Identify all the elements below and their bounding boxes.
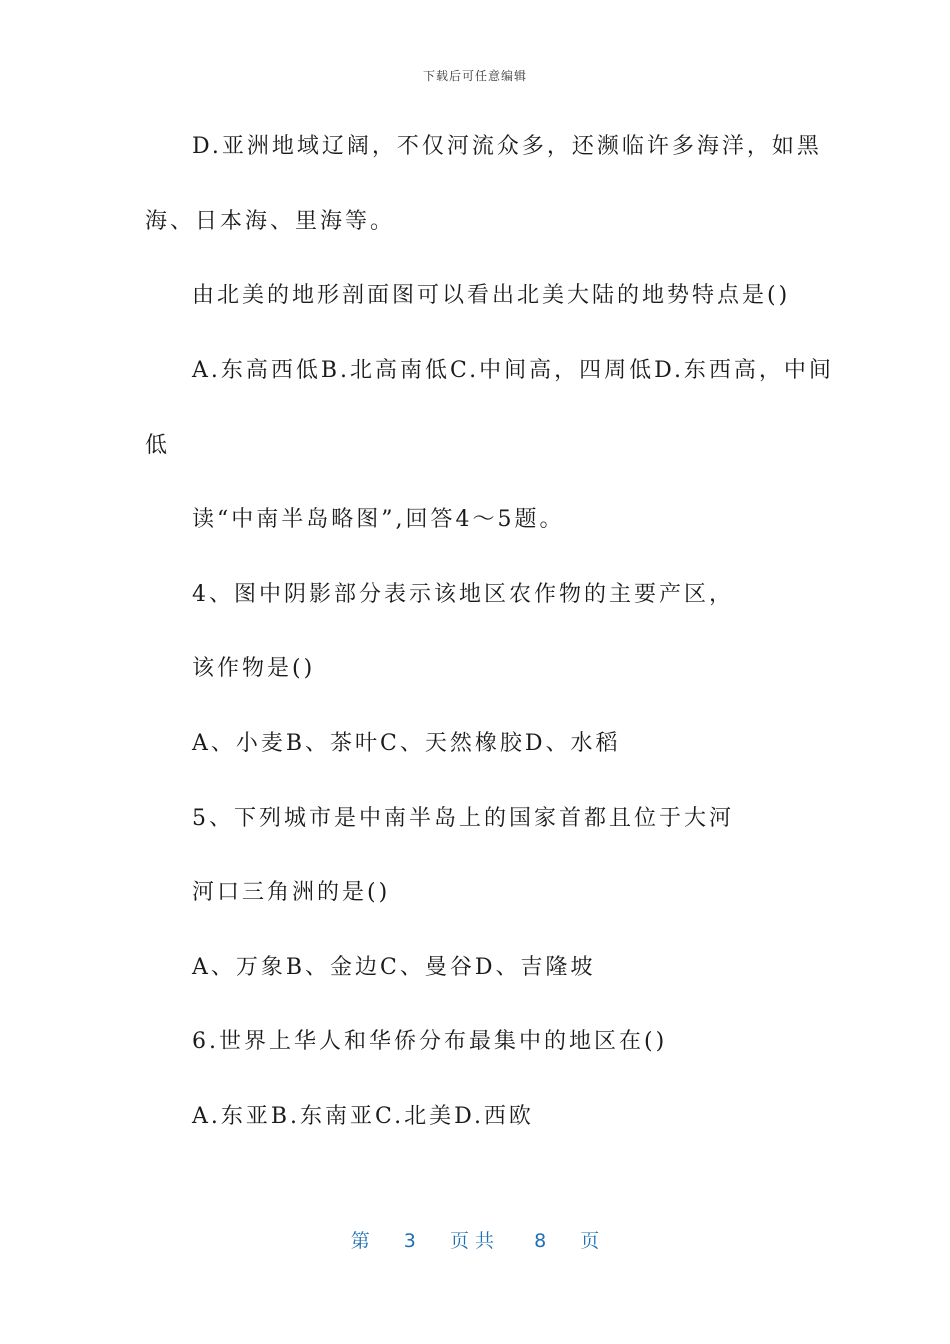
text-line: A、小麦B、茶叶C、天然橡胶D、水稻 bbox=[192, 731, 621, 756]
footer-prefix: 第 bbox=[350, 1230, 370, 1252]
text-line: 低 bbox=[145, 433, 171, 458]
footer-middle: 页共 bbox=[449, 1230, 500, 1252]
footer-suffix: 页 bbox=[580, 1230, 600, 1252]
footer-current-page: 3 bbox=[403, 1230, 416, 1252]
text-line: 5、下列城市是中南半岛上的国家首都且位于大河 bbox=[192, 806, 734, 831]
text-line: 6.世界上华人和华侨分布最集中的地区在() bbox=[192, 1029, 668, 1054]
text-line: D.亚洲地域辽阔，不仅河流众多，还濒临许多海洋，如黑 bbox=[192, 134, 822, 159]
header-note: 下载后可任意编辑 bbox=[422, 69, 527, 83]
text-line: 河口三角洲的是() bbox=[192, 880, 391, 905]
text-line: 该作物是() bbox=[192, 656, 316, 681]
text-line: A.东亚B.东南亚C.北美D.西欧 bbox=[192, 1104, 534, 1129]
text-line: 4、图中阴影部分表示该地区农作物的主要产区， bbox=[192, 582, 734, 607]
footer-total-pages: 8 bbox=[534, 1230, 547, 1252]
text-line: 读“中南半岛略图”,回答4～5题。 bbox=[192, 507, 565, 532]
text-line: A、万象B、金边C、曼谷D、吉隆坡 bbox=[192, 955, 596, 980]
text-line: 由北美的地形剖面图可以看出北美大陆的地势特点是() bbox=[192, 283, 791, 308]
text-line: A.东高西低B.北高南低C.中间高，四周低D.东西高，中间 bbox=[192, 358, 834, 383]
page-footer bbox=[0, 1226, 950, 1253]
text-line: 海、日本海、里海等。 bbox=[145, 209, 396, 234]
